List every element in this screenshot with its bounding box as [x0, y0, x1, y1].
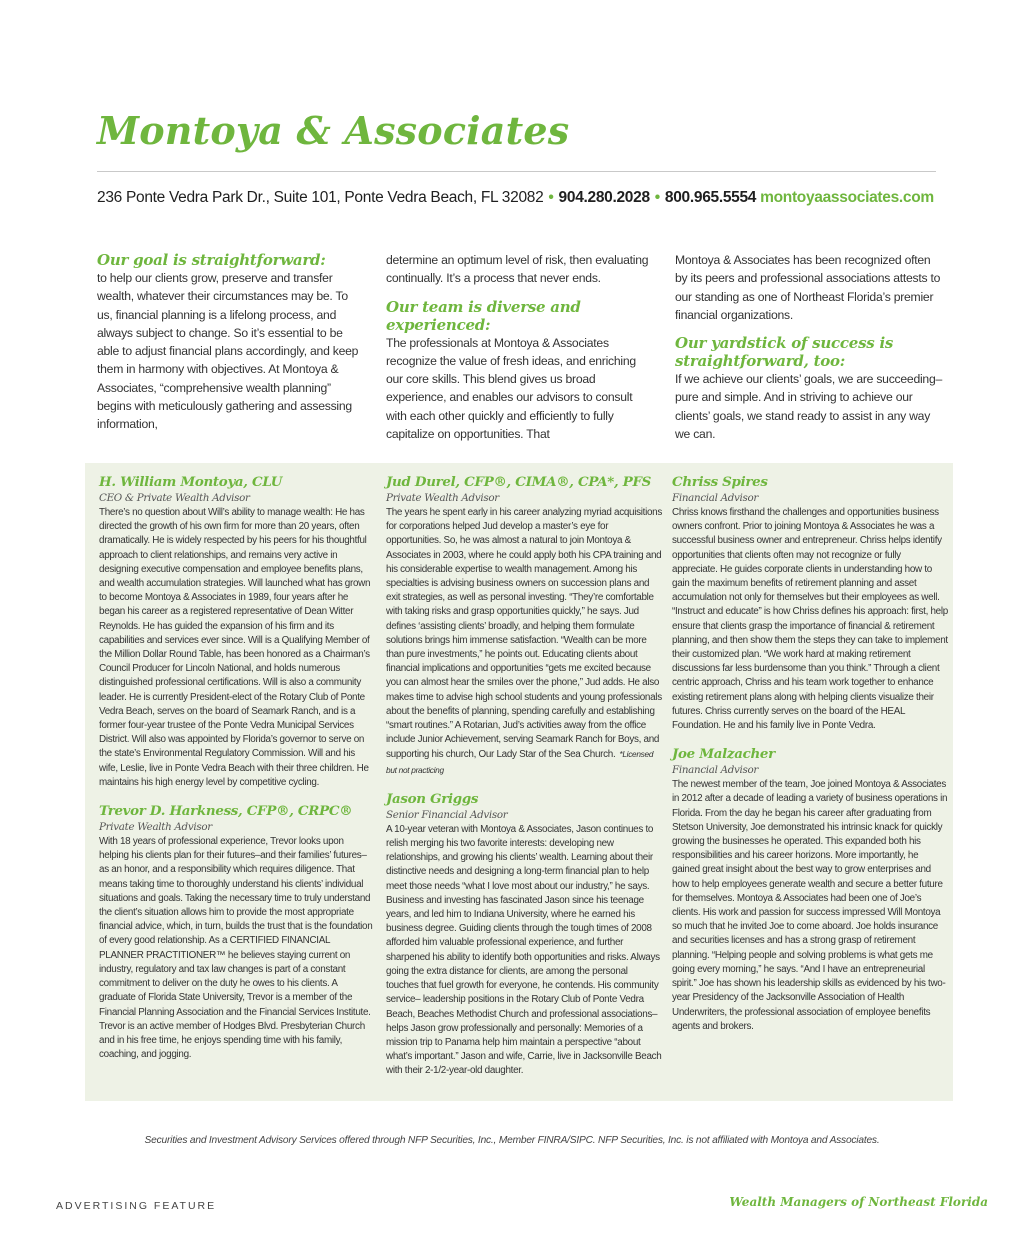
team-text: The professionals at Montoya & Associates recognize the value of fresh ideas, and enriching our core skills. This blend gives us broad experience, and enables our advisors to consult with each other quickly and efficiently to fully capitalize on opportunities. That: [386, 335, 636, 442]
advisor-name: Jason Griggs: [386, 790, 479, 807]
team-heading: Our team is diverse and experienced:: [386, 297, 581, 334]
intro-column-2: [386, 251, 654, 443]
team-text-continued: Montoya & Associates has been recognized often by its peers and professional associations attests to our standing as one of Northeast Florida’s premier financial organizations.: [675, 253, 941, 322]
advisor-name: Jud Durel, CFP®, CIMA®, CPA*, PFS: [386, 474, 652, 490]
profile-column-1: [99, 474, 375, 1062]
contact-line: [97, 189, 934, 207]
separator-dot: •: [548, 189, 554, 206]
address: 236 Ponte Vedra Park Dr., Suite 101, Ponte Vedra Beach, FL 32082: [97, 189, 544, 206]
intro-column-3: [675, 251, 943, 443]
advisor-title: Private Wealth Advisor: [99, 821, 212, 834]
advisor-name: H. William Montoya, CLU: [99, 474, 283, 490]
licensing-note: *Licensed but not practicing: [386, 749, 654, 775]
yardstick-heading: Our yardstick of success is straightforward, too:: [675, 334, 894, 371]
advisor-bio: The newest member of the team, Joe joined Montoya & Associates in 2012 after a decade of leading a variety of business operations in Florida. From the day he began his career after graduating from Stetson University, Joe demonstrated his intrinsic knack for quickly growing the businesses he operated. This expanded both his responsibilities and his career horizons. More importantly, he gained great insight about the best way to grow enterprises and how to help employees generate wealth and secure a better future for themselves. Montoya & Associates had been one of Joe’s clients. His work and passion for success impressed Will Montoya so much that he invited Joe to come aboard. Joe holds insurance and securities licenses and has a strong grasp of retirement planning. “Helping people and solving problems is what gets me going every morning,” he says. “And I have an entrepreneurial spirit.” Joe has shown his leadership skills as evidenced by his two-year Presidency of the Jacksonville Association of Health Underwriters, the professional association of employee benefits agents and brokers.: [672, 779, 948, 1032]
advisor-bio-wrapper: [386, 506, 662, 778]
phone-local[interactable]: 904.280.2028: [558, 189, 650, 206]
advisor-name: Joe Malzacher: [672, 746, 775, 763]
section-title-footer: Wealth Managers of Northeast Florida: [729, 1195, 988, 1209]
advisor-bio: The years he spent early in his career analyzing myriad acquisitions for corporations helped Jud develop a master’s eye for opportunities. So, he was almost a natural to join Montoya & Associates in 2003, where he could apply both his CPA training and his considerable expertise to wealth management. Among his specialties is advising business owners on succession plans and exit strategies, as well as personal investing. “They’re comfortable with taking risks and grasp opportunities quickly,” he says. Jud defines ‘assisting clients’ broadly, and helping them formulate solutions brings him immense satisfaction. “Wealth can be more than pure investments,” he points out. Educating clients about financial implications and opportunities “gets me excited because you can almost hear the smiles over the phone,” Jud adds. He also makes time to advise high school students and young professionals about the benefits of planning, spending carefully and establishing “smart routines.” A Rotarian, Jud’s activities away from the office include Junior Achievement, serving Seamark Ranch for Boys, and supporting his church, Our Lady Star of the Sea Church.: [386, 507, 662, 761]
website-link[interactable]: montoyaassociates.com: [760, 189, 934, 206]
advisor-title: Financial Advisor: [672, 764, 759, 777]
advisor-name: Trevor D. Harkness, CFP®, CRPC®: [99, 803, 353, 820]
profile-column-2: [386, 474, 662, 1079]
advisor-bio: Chriss knows firsthand the challenges and opportunities business owners confront. Prior to joining Montoya & Associates he was a successful business owner and entrepreneur. Chriss helps identify opportunities that clients often may not recognize or fully appreciate. He guides corporate clients in understanding how to gain the maximum benefits of retirement planning and asset accumulation not only for themselves but their employees as well. “Instruct and educate” is how Chriss defines his approach: first, help ensure that clients grasp the importance of financial & retirement planning, and then show them the steps they can take to implement their customized plan. “We work hard at making retirement discussions far less burdensome than you think.” Through a client centric approach, Chriss and his team work together to enhance existing retirement plans along with helping clients visualize their futures. Chriss currently serves on the board of the HEAL Foundation. He and his family live in Ponte Vedra.: [672, 507, 948, 732]
separator-dot: •: [654, 189, 660, 206]
goal-text: to help our clients grow, preserve and transfer wealth, whatever their circumstances may be. To us, financial planning is a lifelong process, and always subject to change. So it’s essential to be able to adjust financial plans accordingly, and keep them in harmony with objectives. At Montoya & Associates, “comprehensive wealth planning” begins with meticulously gathering and assessing information,: [97, 271, 359, 432]
advisor-title: Private Wealth Advisor: [386, 492, 499, 504]
advisor-name: Chriss Spires: [672, 474, 768, 490]
page-title: Montoya & Associates: [97, 108, 570, 153]
advisor-bio: A 10-year veteran with Montoya & Associates, Jason continues to relish merging his two favorite interests: developing new relationships, and growing his clients’ wealth. Learning about their distinctive needs and designing a long-term financial plan to help meet those needs “what I love most about our industry,” he says. Business and investing has fascinated Jason since his teenage years, and led him to Indiana University, where he earned his business degree. Guiding clients through the tough times of 2008 afforded him valuable professional experience, and further sharpened his ability to identify both opportunities and risks. Always going the extra distance for clients, are among the personal touches that fuel growth for everyone, he contends. His community service– leadership positions in the Rotary Club of Ponte Vedra Beach, Beaches Methodist Church and professional associations– helps Jason grow professionally and personally: Memories of a mission trip to Panama help him maintain a perspective “about what’s important.” Jason and wife, Carrie, live in Jacksonville Beach with their 2-1/2-year-old daughter.: [386, 823, 662, 1077]
yardstick-text: If we achieve our clients’ goals, we are succeeding–pure and simple. And in striving to achieve our clients’ goals, we stand ready to assist in any way we can.: [675, 372, 943, 442]
goal-text-continued: determine an optimum level of risk, then evaluating continually. It’s a process that never ends.: [386, 253, 649, 286]
advisor-bio: There’s no question about Will’s ability to manage wealth: He has directed the growth of his own firm for more than 20 years, often dramatically. He is widely respected by his peers for his thoughtful approach to client relationships, and remains very active in designing executive compensation and employee benefits plans, and wealth accumulation strategies. Will launched what has grown to become Montoya & Associates in 1989, four years after he began his career as a registered representative of Dean Witter Reynolds. He has guided the expansion of his firm and its capabilities and services ever since. Will is a Qualifying Member of the Million Dollar Round Table, has been honored as a Chairman’s Council Producer for Lincoln National, and holds numerous distinguished professional certifications. Will is also a community leader. He is currently President-elect of the Rotary Club of Ponte Vedra Beach, serves on the board of Seamark Ranch, and is a former four-year trustee of the Ponte Vedra Municipal Services District. Will also was appointed by Florida’s governor to serve on the state’s Environmental Regulatory Commission. Will and his wife, Leslie, live in Ponte Vedra Beach with their three children. He maintains his high energy level by competitive cycling.: [99, 507, 371, 788]
advisor-title: Financial Advisor: [672, 492, 759, 504]
advertising-feature-label: ADVERTISING FEATURE: [56, 1200, 217, 1212]
advisor-title: Senior Financial Advisor: [386, 808, 508, 821]
intro-column-1: [97, 251, 365, 434]
header-divider: [97, 171, 936, 172]
securities-disclaimer: Securities and Investment Advisory Services offered through NFP Securities, Inc., Member FINRA/SIPC. NFP Securities, Inc. is not affiliated with Montoya and Associates.: [144, 1135, 880, 1146]
profile-column-3: [672, 474, 948, 1034]
advisor-profiles-panel: [85, 463, 953, 1101]
goal-heading: Our goal is straightforward:: [97, 251, 326, 269]
phone-tollfree[interactable]: 800.965.5554: [664, 189, 757, 206]
advisor-title: CEO & Private Wealth Advisor: [99, 492, 250, 504]
advisor-bio: With 18 years of professional experience, Trevor looks upon helping his clients plan for their futures–and their families’ futures–as an honor, and a responsibility which requires diligence. That means taking time to thoroughly understand his clients’ individual situations and goals. Taking the necessary time to truly understand the client’s situation allows him to provide the most appropriate financial advice, which, in turn, builds the trust that is the foundation of every good relationship. As a CERTIFIED FINANCIAL PLANNER PRACTITIONER™ he believes staying current on industry, regulatory and tax law changes is part of a constant commitment to deliver on the duty he owes to his clients. A graduate of Florida State University, Trevor is a member of the Financial Planning Association and the Financial Services Institute. Trevor is an active member of Hodges Blvd. Presbyterian Church and in his free time, he enjoys spending time with his family, coaching, and jogging.: [99, 836, 373, 1061]
